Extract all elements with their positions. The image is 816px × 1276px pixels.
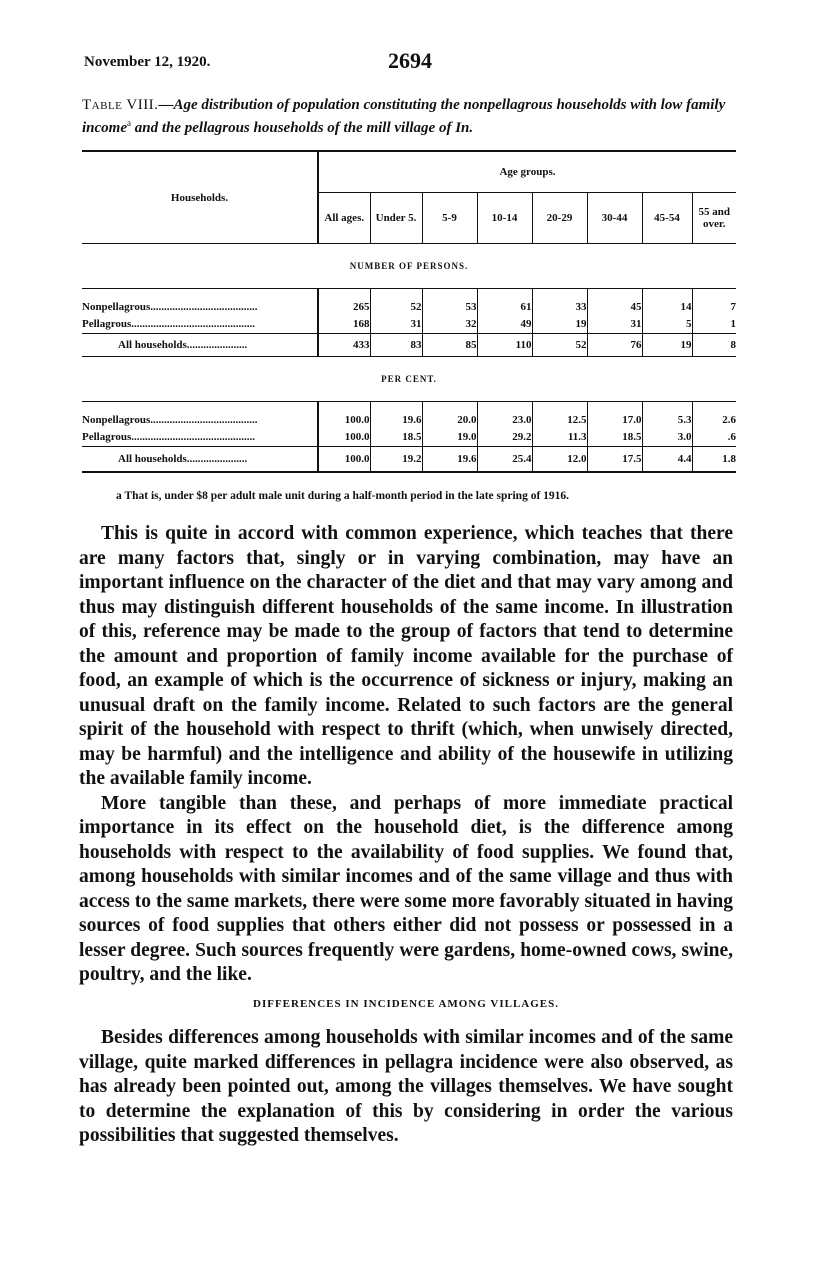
table-footnote: a That is, under $8 per adult male unit during a half-month period in the late spring of 1916. <box>116 490 570 502</box>
cell: 265 <box>318 289 370 316</box>
cell: 19.6 <box>422 447 477 473</box>
cell: 31 <box>587 315 642 334</box>
paragraph: Besides differences among households with similar incomes and of the same village, quite marked differences in pellagra incidence were also observed, as has already been pointed out, among the villages themselves. We have sought to determine the explanation of this by considering in order the various possibilities that suggested themselves. <box>79 1027 733 1146</box>
cell: 100.0 <box>318 402 370 429</box>
cell: 14 <box>642 289 692 316</box>
cell: 52 <box>370 289 422 316</box>
cell: 19.0 <box>422 428 477 447</box>
row-label: Nonpellagrous....................................... <box>82 414 258 426</box>
paragraph: This is quite in accord with common experience, which teaches that there are many factors that, singly or in varying combination, may have an important influence on the character of the diet and that may vary among and thus may distinguish different households of the same income. In illustration of this, reference may be made to the group of factors that tend to determine the amount and proportion of family income available for the purchase of food, an example of which is the occurrence of sickness or injury, making an unusual draft on the family income. Related to such factors are the general spirit of the household with respect to thrift (which, when unwisely directed, may be harmful) and the intelligence and ability of the housewife in utilizing the available family income. <box>79 523 733 789</box>
section-title-persons: NUMBER OF PERSONS. <box>82 244 736 289</box>
row-label: All households...................... <box>118 453 248 465</box>
cell: 18.5 <box>370 428 422 447</box>
cell: 11.3 <box>532 428 587 447</box>
cell: 100.0 <box>318 428 370 447</box>
cell: 49 <box>477 315 532 334</box>
cell: 17.5 <box>587 447 642 473</box>
col-header: All ages. <box>318 193 370 244</box>
row-label: Pellagrous............................................. <box>82 428 318 447</box>
cell: 76 <box>587 334 642 357</box>
cell: 1.8 <box>692 447 736 473</box>
cell: 33 <box>532 289 587 316</box>
cell: 23.0 <box>477 402 532 429</box>
page-date: November 12, 1920. <box>84 54 211 70</box>
cell: 20.0 <box>422 402 477 429</box>
cell: 85 <box>422 334 477 357</box>
cell: 19 <box>532 315 587 334</box>
cell: 29.2 <box>477 428 532 447</box>
col-header: 55 and over. <box>692 193 736 244</box>
cell: 83 <box>370 334 422 357</box>
cell: 12.5 <box>532 402 587 429</box>
cell: 25.4 <box>477 447 532 473</box>
section-heading: DIFFERENCES IN INCIDENCE AMONG VILLAGES. <box>253 997 559 1010</box>
cell: 5.3 <box>642 402 692 429</box>
body-text <box>79 522 733 1149</box>
table-row <box>82 289 736 316</box>
cell: 31 <box>370 315 422 334</box>
row-label: Pellagrous............................................. <box>82 315 318 334</box>
cell: 19.2 <box>370 447 422 473</box>
table-caption-end: and the pellagrous households of the mill village of In. <box>131 120 474 136</box>
cell: 1 <box>692 315 736 334</box>
cell: 4.4 <box>642 447 692 473</box>
cell: 18.5 <box>587 428 642 447</box>
col-header: 30-44 <box>587 193 642 244</box>
page-number: 2694 <box>388 48 432 73</box>
cell: 110 <box>477 334 532 357</box>
col-header: Under 5. <box>370 193 422 244</box>
cell: 433 <box>318 334 370 357</box>
table-total-row <box>82 447 736 473</box>
table-row <box>82 428 736 447</box>
cell: 12.0 <box>532 447 587 473</box>
section-title-row <box>82 244 736 289</box>
cell: 61 <box>477 289 532 316</box>
col-header: 10-14 <box>477 193 532 244</box>
paragraph: More tangible than these, and perhaps of more immediate practical importance in its effect on the household diet, is the difference among households with respect to the availability of food supplies. We found that, among households with similar incomes and of the same village and thus with access to the same markets, there were some more favorably situated in having sources of food supplies that others either did not possess or possessed in a lesser degree. Such sources frequently were gardens, home-owned cows, swine, poultry, and the like. <box>79 792 733 985</box>
cell: 45 <box>587 289 642 316</box>
row-label: All households...................... <box>82 334 318 357</box>
cell: 100.0 <box>318 447 370 473</box>
row-label: Nonpellagrous....................................... <box>82 301 258 313</box>
caption-footnote-mark: a <box>127 118 131 128</box>
cell: 19 <box>642 334 692 357</box>
cell: 3.0 <box>642 428 692 447</box>
cell: 52 <box>532 334 587 357</box>
section-title-row <box>82 357 736 402</box>
cell: 168 <box>318 315 370 334</box>
col-header: 20-29 <box>532 193 587 244</box>
table-total-row <box>82 334 736 357</box>
section-title-percent: PER CENT. <box>82 357 736 402</box>
table-row <box>82 315 736 334</box>
cell: 8 <box>692 334 736 357</box>
cell: 53 <box>422 289 477 316</box>
page-header <box>0 48 816 76</box>
age-groups-header: Age groups. <box>318 151 736 193</box>
table-caption <box>82 96 734 137</box>
cell: 17.0 <box>587 402 642 429</box>
cell: .6 <box>692 428 736 447</box>
age-distribution-table <box>82 150 736 473</box>
table-caption-text: —Age distribution of population constituting the nonpellagrous households with low family income <box>82 97 726 136</box>
table-label: Table VIII. <box>82 97 159 113</box>
table-header-row-1 <box>82 151 736 193</box>
col-header: 45-54 <box>642 193 692 244</box>
cell: 2.6 <box>692 402 736 429</box>
table-row <box>82 402 736 429</box>
cell: 7 <box>692 289 736 316</box>
row-header: Households. <box>82 151 318 244</box>
cell: 32 <box>422 315 477 334</box>
cell: 5 <box>642 315 692 334</box>
col-header: 5-9 <box>422 193 477 244</box>
cell: 19.6 <box>370 402 422 429</box>
